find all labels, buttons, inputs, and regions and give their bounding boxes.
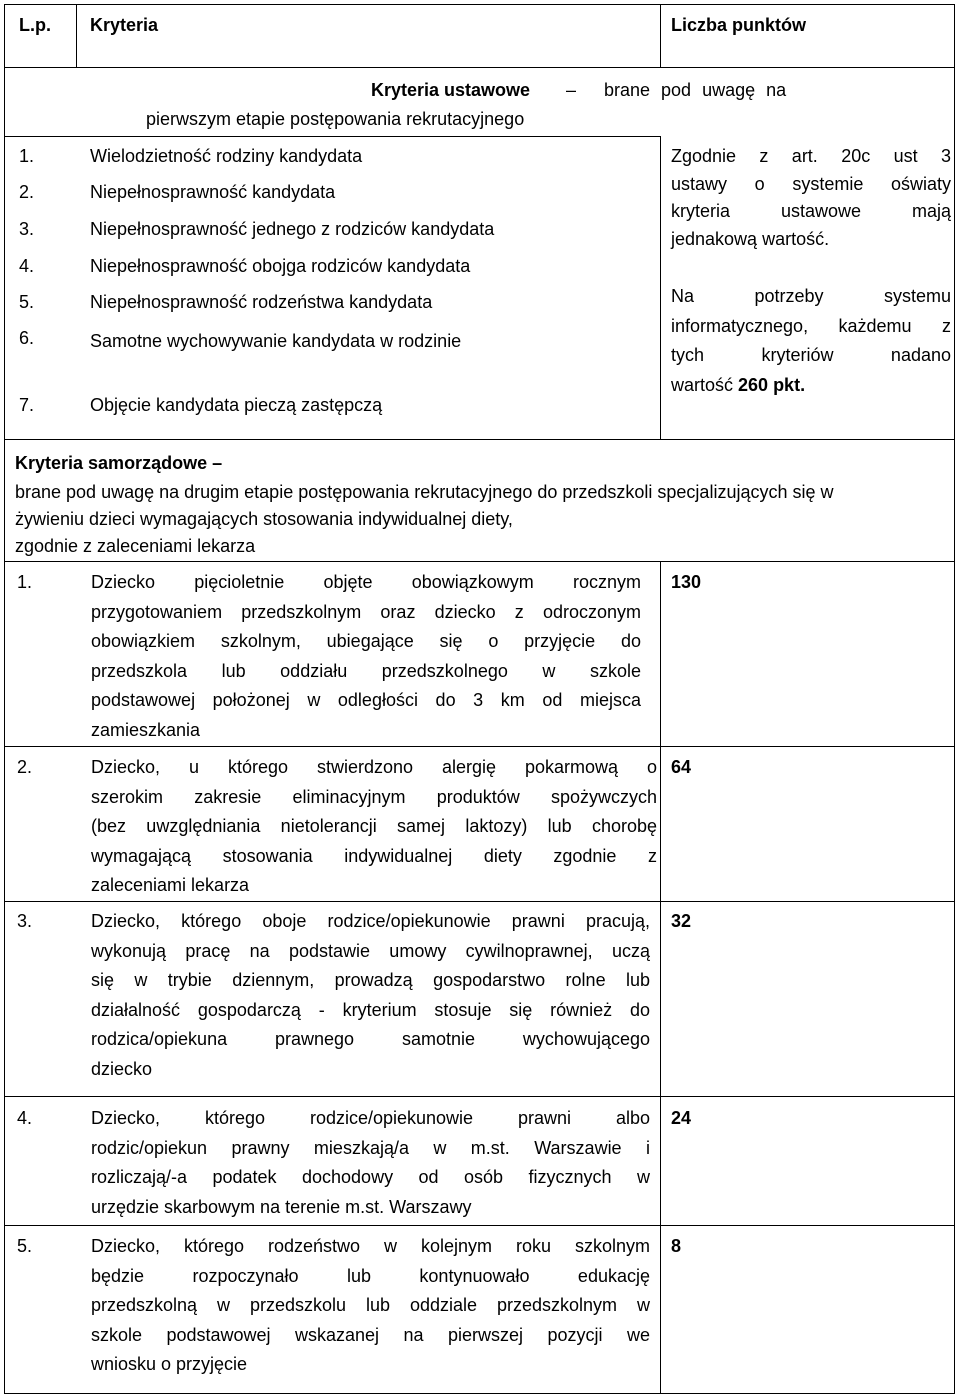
- statutory-item-number: 6.: [19, 328, 35, 348]
- header-criteria: Kryteria: [90, 15, 159, 35]
- item-line: Dziecko, którego rodzice/opiekunowie prawni albo: [91, 1108, 650, 1128]
- municipal-item-number: 4.: [17, 1108, 33, 1128]
- municipal-item-number: 1.: [17, 572, 33, 592]
- statutory-item-text: Niepełnosprawność rodzeństwa kandydata: [90, 292, 433, 312]
- statutory-item-text: Niepełnosprawność jednego z rodziców kandydata: [90, 219, 495, 239]
- statutory-note-equal-value: [671, 143, 951, 253]
- municipal-item-number: 2.: [17, 757, 33, 777]
- statutory-item-number: 7.: [19, 395, 35, 415]
- item-line: się w trybie dziennym, prowadzą gospodarstwo rolne lub: [91, 970, 650, 990]
- statutory-item-text: Niepełnosprawność obojga rodziców kandydata: [90, 256, 471, 276]
- item-line: rodzica/opiekuna prawnego samotnie wychowującego: [91, 1029, 650, 1049]
- item-line: rozliczają/-a podatek dochodowy od osób fizycznych w: [91, 1167, 650, 1187]
- statutory-item-text: Wielodzietność rodziny kandydata: [90, 146, 363, 166]
- item-line: wniosku o przyjęcie: [91, 1354, 248, 1374]
- item-line: zamieszkania: [91, 719, 201, 740]
- item-line: przygotowaniem przedszkolnym oraz dziecko z odroczonym: [91, 601, 641, 622]
- municipal-desc-line: zgodnie z zaleceniami lekarza: [15, 536, 256, 556]
- municipal-item-text: [91, 568, 641, 745]
- header-lp: L.p.: [19, 15, 51, 35]
- municipal-item-points: 8: [671, 1236, 682, 1256]
- item-line: będzie rozpoczynało lub kontynuowało edukację: [91, 1265, 650, 1286]
- statutory-item-text: Samotne wychowywanie kandydata w rodzinie: [90, 331, 462, 351]
- item-line: obowiązkiem szkolnym, ubiegające się o przyjęcie do: [91, 631, 641, 651]
- note-line: ustawy o systemie oświaty: [671, 173, 951, 194]
- item-line: urzędzie skarbowym na terenie m.st. Warszawy: [91, 1196, 472, 1217]
- municipal-item-number: 5.: [17, 1236, 33, 1256]
- statutory-item-number: 1.: [19, 146, 35, 166]
- statutory-item-text: Objęcie kandydata pieczą zastępczą: [90, 395, 383, 415]
- item-line: dziecko: [91, 1058, 153, 1079]
- statutory-item-number: 5.: [19, 292, 35, 312]
- item-line: Dziecko, którego oboje rodzice/opiekunowie prawni pracują,: [91, 911, 650, 931]
- note-value-points: 260 pkt.: [738, 374, 806, 395]
- municipal-item-points: 24: [671, 1108, 692, 1128]
- municipal-desc-line: żywieniu dzieci wymagających stosowania indywidualnej diety,: [15, 509, 513, 529]
- municipal-item-number: 3.: [17, 911, 33, 931]
- municipal-title: Kryteria samorządowe –: [15, 453, 223, 473]
- municipal-item-points: 32: [671, 911, 692, 931]
- note-line: [671, 371, 951, 401]
- municipal-desc-line: brane pod uwagę na drugim etapie postępowania rekrutacyjnego do przedszkoli specjalizujących się w: [15, 482, 834, 502]
- statutory-title-bold: Kryteria ustawowe: [371, 80, 531, 100]
- note-line: tych kryteriów nadano: [671, 345, 951, 365]
- note-line: Zgodnie z art. 20c ust 3: [671, 146, 951, 166]
- item-line: Dziecko, którego rodzeństwo w kolejnym roku szkolnym: [91, 1236, 650, 1256]
- municipal-item-text: [91, 907, 650, 1084]
- municipal-item-text: [91, 753, 657, 901]
- item-line: szerokim zakresie eliminacyjnym produktów spożywczych: [91, 786, 657, 807]
- municipal-item-text: [91, 1232, 650, 1380]
- note-line: informatycznego, każdemu z: [671, 315, 951, 336]
- statutory-item-number: 2.: [19, 182, 35, 202]
- statutory-item-number: 3.: [19, 219, 35, 239]
- item-line: (bez uwzględniania nietolerancji samej laktozy) lub chorobę: [91, 816, 657, 836]
- item-line: Dziecko pięcioletnie objęte obowiązkowym rocznym: [91, 572, 641, 592]
- statutory-title-line2: pierwszym etapie postępowania rekrutacyjnego: [146, 109, 525, 129]
- item-line: zaleceniami lekarza: [91, 875, 250, 895]
- item-line: przedszkola lub oddziału przedszkolnego w szkole: [91, 660, 641, 681]
- note-line: Na potrzeby systemu: [671, 286, 951, 306]
- item-line: wykonują pracę na podstawie umowy cywilnoprawnej, uczą: [91, 940, 650, 961]
- item-line: rodzic/opiekun prawny mieszkają/a w m.st. Warszawie i: [91, 1137, 650, 1158]
- note-line: kryteria ustawowe mają: [671, 201, 951, 221]
- statutory-title-dash: –: [566, 80, 577, 100]
- municipal-item-text: [91, 1104, 650, 1222]
- statutory-item-text: Niepełnosprawność kandydata: [90, 182, 336, 202]
- statutory-item-number: 4.: [19, 256, 35, 276]
- item-line: Dziecko, u którego stwierdzono alergię pokarmową o: [91, 757, 657, 777]
- item-line: wymagającą stosowania indywidualnej diety zgodnie z: [91, 845, 657, 866]
- municipal-item-points: 130: [671, 572, 702, 592]
- statutory-title-rest: brane pod uwagę na: [604, 80, 787, 100]
- note-value-prefix: wartość: [671, 374, 734, 395]
- note-line: jednakową wartość.: [671, 228, 830, 249]
- item-line: podstawowej położonej w odległości do 3 km od miejsca: [91, 690, 641, 710]
- item-line: działalność gospodarczą - kryterium stosuje się również do: [91, 999, 650, 1020]
- item-line: przedszkolną w przedszkolu lub oddziale przedszkolnym w: [91, 1295, 650, 1315]
- statutory-note-points: [671, 282, 951, 400]
- item-line: szkole podstawowej wskazanej na pierwszej pozycji we: [91, 1324, 650, 1345]
- municipal-item-points: 64: [671, 757, 692, 777]
- header-points: Liczba punktów: [671, 15, 806, 35]
